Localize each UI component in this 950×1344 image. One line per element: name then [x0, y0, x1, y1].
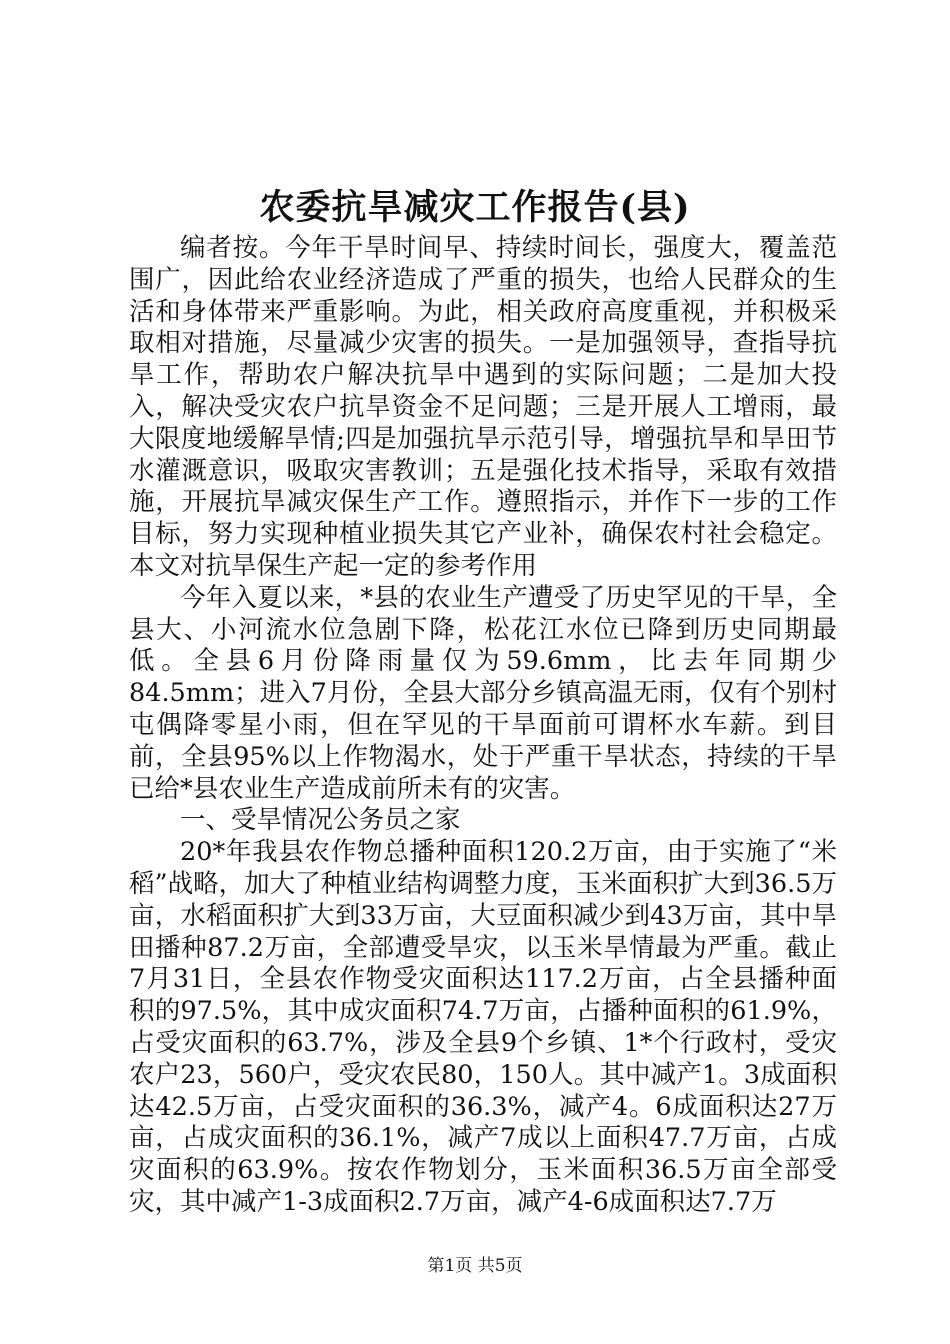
paragraph-editor-note: 编者按。今年干旱时间早、持续时间长，强度大，覆盖范围广，因此给农业经济造成了严重的损失，也给人民群众的生活和身体带来严重影响。为此，相关政府高度重视，并积极采取相对措施，尽量减少灾害的损失。一是加强领导，查指导抗旱工作，帮助农户解决抗旱中遇到的实际问题；二是加大投入，解决受灾农户抗旱资金不足问题；三是开展人工增雨，最大限度地缓解旱情;四是加强抗旱示范引导，增强抗旱和旱田节水灌溉意识，吸取灾害教训；五是强化技术指导，采取有效措施，开展抗旱减灾保生产工作。遵照指示，并作下一步的工作目标，努力实现种植业损失其它产业补，确保农村社会稳定。本文对抗旱保生产起一定的参考作用	[129, 233, 837, 581]
document-title: 农委抗旱减灾工作报告(县)	[259, 187, 691, 228]
paragraph-drought-statistics: 20*年我县农作物总播种面积120.2万亩，由于实施了“米稻”战略，加大了种植业结构调整力度，玉米面积扩大到36.5万亩，水稻面积扩大到33万亩，大豆面积减少到43万亩，其中旱田播种87.2万亩，全部遭受旱灾，以玉米旱情最为严重。截止7月31日，全县农作物受灾面积达117.2万亩，占全县播种面积的97.5%，其中成灾面积74.7万亩，占播种面积的61.9%，占受灾面积的63.7%，涉及全县9个乡镇、1*个行政村，受灾农户23，560户，受灾农民80，150人。其中减产1。3成面积达42.5万亩，占受灾面积的36.3%，减产4。6成面积达27万亩，占成灾面积的36.1%，减产7成以上面积47.7万亩，占成灾面积的63.9%。按农作物划分，玉米面积36.5万亩全部受灾，其中减产1-3成面积2.7万亩，减产4-6成面积达7.7万	[129, 837, 837, 1217]
page-footer: 第1页 共5页	[427, 1256, 523, 1276]
paragraph-drought-overview: 今年入夏以来，*县的农业生产遭受了历史罕见的干旱，全县大、小河流水位急剧下降，松花江水位已降到历史同期最低。全县6月份降雨量仅为59.6mm，比去年同期少84.5mm；进入7月份，全县大部分乡镇高温无雨，仅有个别村屯偶降零星小雨，但在罕见的干旱面前可谓杯水车薪。到目前，全县95%以上作物渴水，处于严重干旱状态，持续的干旱已给*县农业生产造成前所未有的灾害。	[129, 582, 837, 804]
section-heading-drought-situation: 一、受旱情况公务员之家	[180, 805, 461, 836]
document-body	[129, 233, 837, 1219]
